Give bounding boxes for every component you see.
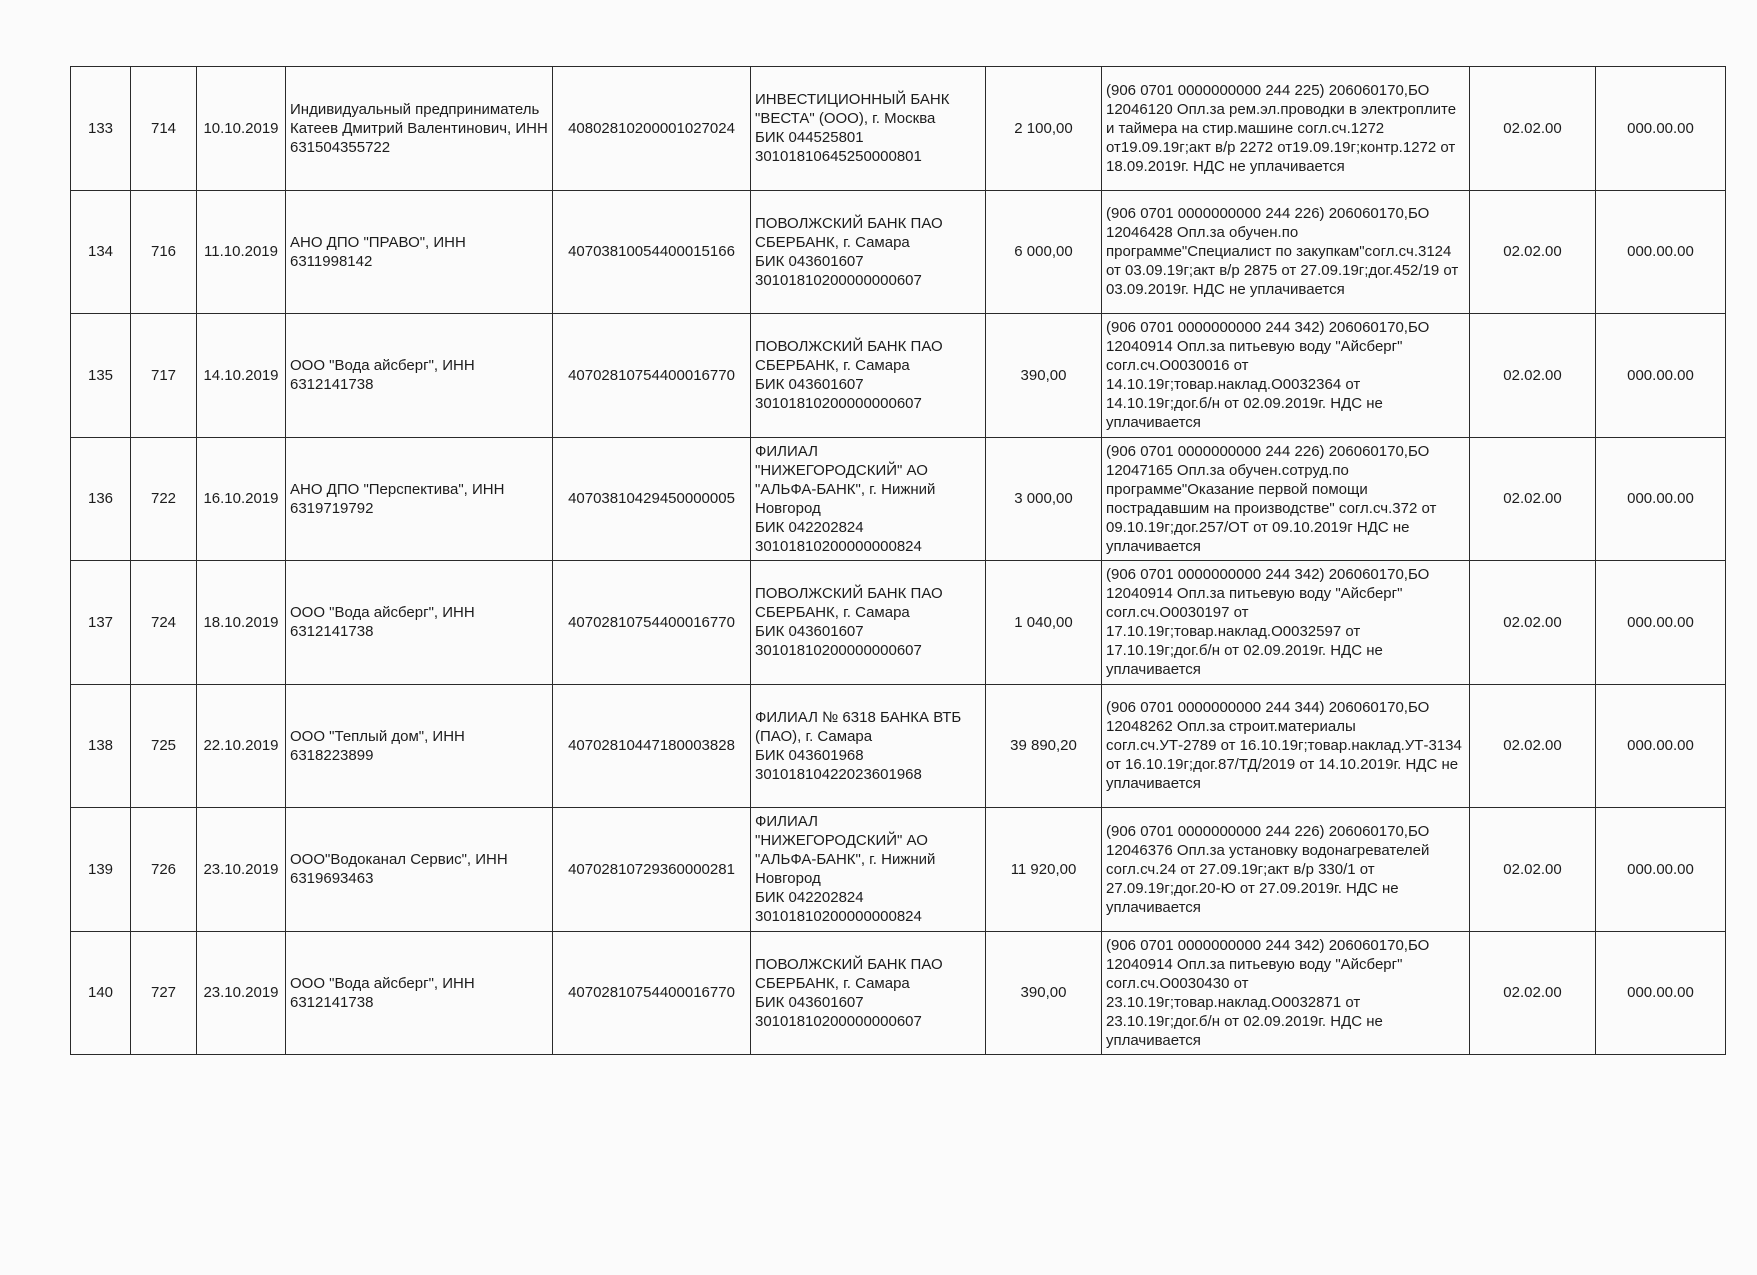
account-number: 40703810054400015166	[553, 190, 751, 314]
payment-date: 14.10.2019	[197, 314, 286, 438]
bank-details	[751, 314, 986, 438]
bank-detail-line: БИК 042202824	[755, 518, 864, 536]
table-body	[71, 67, 1726, 1055]
classification-code: 02.02.00	[1470, 67, 1596, 191]
row-number: 134	[71, 190, 131, 314]
table-row	[71, 190, 1726, 314]
document-number: 717	[131, 314, 197, 438]
payment-purpose: (906 0701 0000000000 244 344) 206060170,БО 12048262 Опл.за строит.материалы согл.сч.УТ-2789 от 16.10.19г;товар.наклад.УТ-3134 от 16.10.19г;дог.87/ТД/2019 от 14.10.2019г. НДС не уплачивается	[1102, 684, 1470, 808]
bank-detail-line: СБЕРБАНК, г. Самара	[755, 233, 910, 251]
counterparty-cell: ООО "Вода айсберг", ИНН 6312141738	[286, 314, 553, 438]
table-row	[71, 808, 1726, 932]
bank-detail-line: СБЕРБАНК, г. Самара	[755, 604, 910, 622]
payment-purpose: (906 0701 0000000000 244 226) 206060170,БО 12046428 Опл.за обучен.по программе"Специалист по закупкам"согл.сч.3124 от 03.09.19г;акт в/р 2875 от 27.09.19г;дог.452/19 от 03.09.2019г. НДС не уплачивается	[1102, 190, 1470, 314]
bank-detail-line: ФИЛИАЛ	[755, 442, 818, 460]
bank-detail-line: БИК 043601607	[755, 252, 864, 270]
classification-code: 02.02.00	[1470, 437, 1596, 561]
bank-details	[751, 684, 986, 808]
subcode: 000.00.00	[1596, 808, 1726, 932]
payment-amount: 3 000,00	[986, 437, 1102, 561]
account-number: 40702810754400016770	[553, 561, 751, 685]
account-number: 40702810447180003828	[553, 684, 751, 808]
bank-detail-line: ПОВОЛЖСКИЙ БАНК ПАО	[755, 955, 943, 973]
classification-code: 02.02.00	[1470, 931, 1596, 1055]
bank-detail-line: БИК 043601968	[755, 746, 864, 764]
counterparty-cell: Индивидуальный предприниматель Катеев Дмитрий Валентинович, ИНН 631504355722	[286, 67, 553, 191]
bank-detail-line: БИК 043601607	[755, 623, 864, 641]
row-number: 136	[71, 437, 131, 561]
table-row	[71, 561, 1726, 685]
counterparty-cell: ООО "Теплый дом", ИНН 6318223899	[286, 684, 553, 808]
bank-detail-line: Новгород	[755, 870, 821, 888]
bank-detail-line: 30101810200000000607	[755, 642, 922, 660]
counterparty-cell: ООО "Вода айсберг", ИНН 6312141738	[286, 561, 553, 685]
bank-detail-line: "ВЕСТА" (ООО), г. Москва	[755, 110, 936, 128]
payment-purpose: (906 0701 0000000000 244 226) 206060170,БО 12047165 Опл.за обучен.сотруд.по программе"Оказание первой помощи пострадавшим на производстве" согл.сч.372 от 09.10.19г;дог.257/ОТ от 09.10.2019г НДС не уплачивается	[1102, 437, 1470, 561]
row-number: 139	[71, 808, 131, 932]
payment-purpose: (906 0701 0000000000 244 342) 206060170,БО 12040914 Опл.за питьевую воду "Айсберг" согл.сч.О0030197 от 17.10.19г;товар.наклад.О0032597 от 17.10.19г;дог.б/н от 02.09.2019г. НДС не уплачивается	[1102, 561, 1470, 685]
bank-detail-line: Новгород	[755, 499, 821, 517]
row-number: 137	[71, 561, 131, 685]
payment-amount: 39 890,20	[986, 684, 1102, 808]
table-row	[71, 684, 1726, 808]
counterparty-cell: АНО ДПО "ПРАВО", ИНН 6311998142	[286, 190, 553, 314]
account-number: 40703810429450000005	[553, 437, 751, 561]
classification-code: 02.02.00	[1470, 314, 1596, 438]
counterparty-cell: АНО ДПО "Перспектива", ИНН 6319719792	[286, 437, 553, 561]
bank-detail-line: 30101810200000000607	[755, 1012, 922, 1030]
bank-detail-line: ФИЛИАЛ	[755, 813, 818, 831]
bank-detail-line: БИК 043601607	[755, 376, 864, 394]
bank-detail-line: БИК 042202824	[755, 889, 864, 907]
classification-code: 02.02.00	[1470, 808, 1596, 932]
row-number: 133	[71, 67, 131, 191]
counterparty-cell: ООО "Вода айсберг", ИНН 6312141738	[286, 931, 553, 1055]
bank-detail-line: ПОВОЛЖСКИЙ БАНК ПАО	[755, 585, 943, 603]
payment-purpose: (906 0701 0000000000 244 342) 206060170,БО 12040914 Опл.за питьевую воду "Айсберг" согл.сч.О0030430 от 23.10.19г;товар.наклад.О0032871 от 23.10.19г;дог.б/н от 02.09.2019г. НДС не уплачивается	[1102, 931, 1470, 1055]
subcode: 000.00.00	[1596, 314, 1726, 438]
payment-date: 11.10.2019	[197, 190, 286, 314]
bank-detail-line: "НИЖЕГОРОДСКИЙ" АО	[755, 832, 928, 850]
table-row	[71, 437, 1726, 561]
bank-details	[751, 67, 986, 191]
payment-date: 18.10.2019	[197, 561, 286, 685]
payment-amount: 390,00	[986, 931, 1102, 1055]
bank-details	[751, 437, 986, 561]
document-number: 722	[131, 437, 197, 561]
payment-date: 23.10.2019	[197, 931, 286, 1055]
payment-purpose: (906 0701 0000000000 244 226) 206060170,БО 12046376 Опл.за установку водонагревателей согл.сч.24 от 27.09.19г;акт в/р 330/1 от 27.09.19г;дог.20-Ю от 27.09.2019г. НДС не уплачивается	[1102, 808, 1470, 932]
payment-register-table	[70, 66, 1726, 1055]
account-number: 40802810200001027024	[553, 67, 751, 191]
payment-date: 23.10.2019	[197, 808, 286, 932]
subcode: 000.00.00	[1596, 190, 1726, 314]
payment-date: 16.10.2019	[197, 437, 286, 561]
subcode: 000.00.00	[1596, 561, 1726, 685]
bank-details	[751, 931, 986, 1055]
bank-details	[751, 808, 986, 932]
bank-detail-line: ПОВОЛЖСКИЙ БАНК ПАО	[755, 338, 943, 356]
payment-amount: 2 100,00	[986, 67, 1102, 191]
account-number: 40702810729360000281	[553, 808, 751, 932]
document-number: 716	[131, 190, 197, 314]
row-number: 138	[71, 684, 131, 808]
classification-code: 02.02.00	[1470, 190, 1596, 314]
document-number: 725	[131, 684, 197, 808]
subcode: 000.00.00	[1596, 67, 1726, 191]
bank-detail-line: 30101810200000000607	[755, 395, 922, 413]
classification-code: 02.02.00	[1470, 561, 1596, 685]
payment-amount: 390,00	[986, 314, 1102, 438]
bank-detail-line: ПОВОЛЖСКИЙ БАНК ПАО	[755, 214, 943, 232]
payment-date: 10.10.2019	[197, 67, 286, 191]
payment-purpose: (906 0701 0000000000 244 342) 206060170,БО 12040914 Опл.за питьевую воду "Айсберг" согл.сч.О0030016 от 14.10.19г;товар.наклад.О0032364 от 14.10.19г;дог.б/н от 02.09.2019г. НДС не уплачивается	[1102, 314, 1470, 438]
payment-amount: 6 000,00	[986, 190, 1102, 314]
counterparty-cell: ООО"Водоканал Сервис", ИНН 6319693463	[286, 808, 553, 932]
account-number: 40702810754400016770	[553, 931, 751, 1055]
bank-detail-line: БИК 044525801	[755, 129, 864, 147]
row-number: 135	[71, 314, 131, 438]
bank-detail-line: (ПАО), г. Самара	[755, 727, 873, 745]
bank-detail-line: "АЛЬФА-БАНК", г. Нижний	[755, 851, 936, 869]
subcode: 000.00.00	[1596, 437, 1726, 561]
bank-details	[751, 561, 986, 685]
subcode: 000.00.00	[1596, 684, 1726, 808]
bank-detail-line: 30101810200000000824	[755, 537, 922, 555]
document-number: 727	[131, 931, 197, 1055]
bank-detail-line: 30101810422023601968	[755, 765, 922, 783]
table-row	[71, 314, 1726, 438]
bank-details	[751, 190, 986, 314]
payment-amount: 11 920,00	[986, 808, 1102, 932]
table-row	[71, 67, 1726, 191]
bank-detail-line: БИК 043601607	[755, 993, 864, 1011]
bank-detail-line: СБЕРБАНК, г. Самара	[755, 357, 910, 375]
document-number: 726	[131, 808, 197, 932]
bank-detail-line: 30101810645250000801	[755, 148, 922, 166]
row-number: 140	[71, 931, 131, 1055]
payment-amount: 1 040,00	[986, 561, 1102, 685]
bank-detail-line: 30101810200000000824	[755, 908, 922, 926]
document-number: 724	[131, 561, 197, 685]
bank-detail-line: ФИЛИАЛ № 6318 БАНКА ВТБ	[755, 708, 962, 726]
bank-detail-line: ИНВЕСТИЦИОННЫЙ БАНК	[755, 91, 950, 109]
bank-detail-line: "НИЖЕГОРОДСКИЙ" АО	[755, 461, 928, 479]
subcode: 000.00.00	[1596, 931, 1726, 1055]
table-row	[71, 931, 1726, 1055]
bank-detail-line: 30101810200000000607	[755, 271, 922, 289]
classification-code: 02.02.00	[1470, 684, 1596, 808]
account-number: 40702810754400016770	[553, 314, 751, 438]
document-number: 714	[131, 67, 197, 191]
payment-date: 22.10.2019	[197, 684, 286, 808]
bank-detail-line: СБЕРБАНК, г. Самара	[755, 974, 910, 992]
payment-purpose: (906 0701 0000000000 244 225) 206060170,БО 12046120 Опл.за рем.эл.проводки в электроплите и таймера на стир.машине согл.сч.1272 от19.09.19г;акт в/р 2272 от19.09.19г;контр.1272 от 18.09.2019г. НДС не уплачивается	[1102, 67, 1470, 191]
bank-detail-line: "АЛЬФА-БАНК", г. Нижний	[755, 480, 936, 498]
